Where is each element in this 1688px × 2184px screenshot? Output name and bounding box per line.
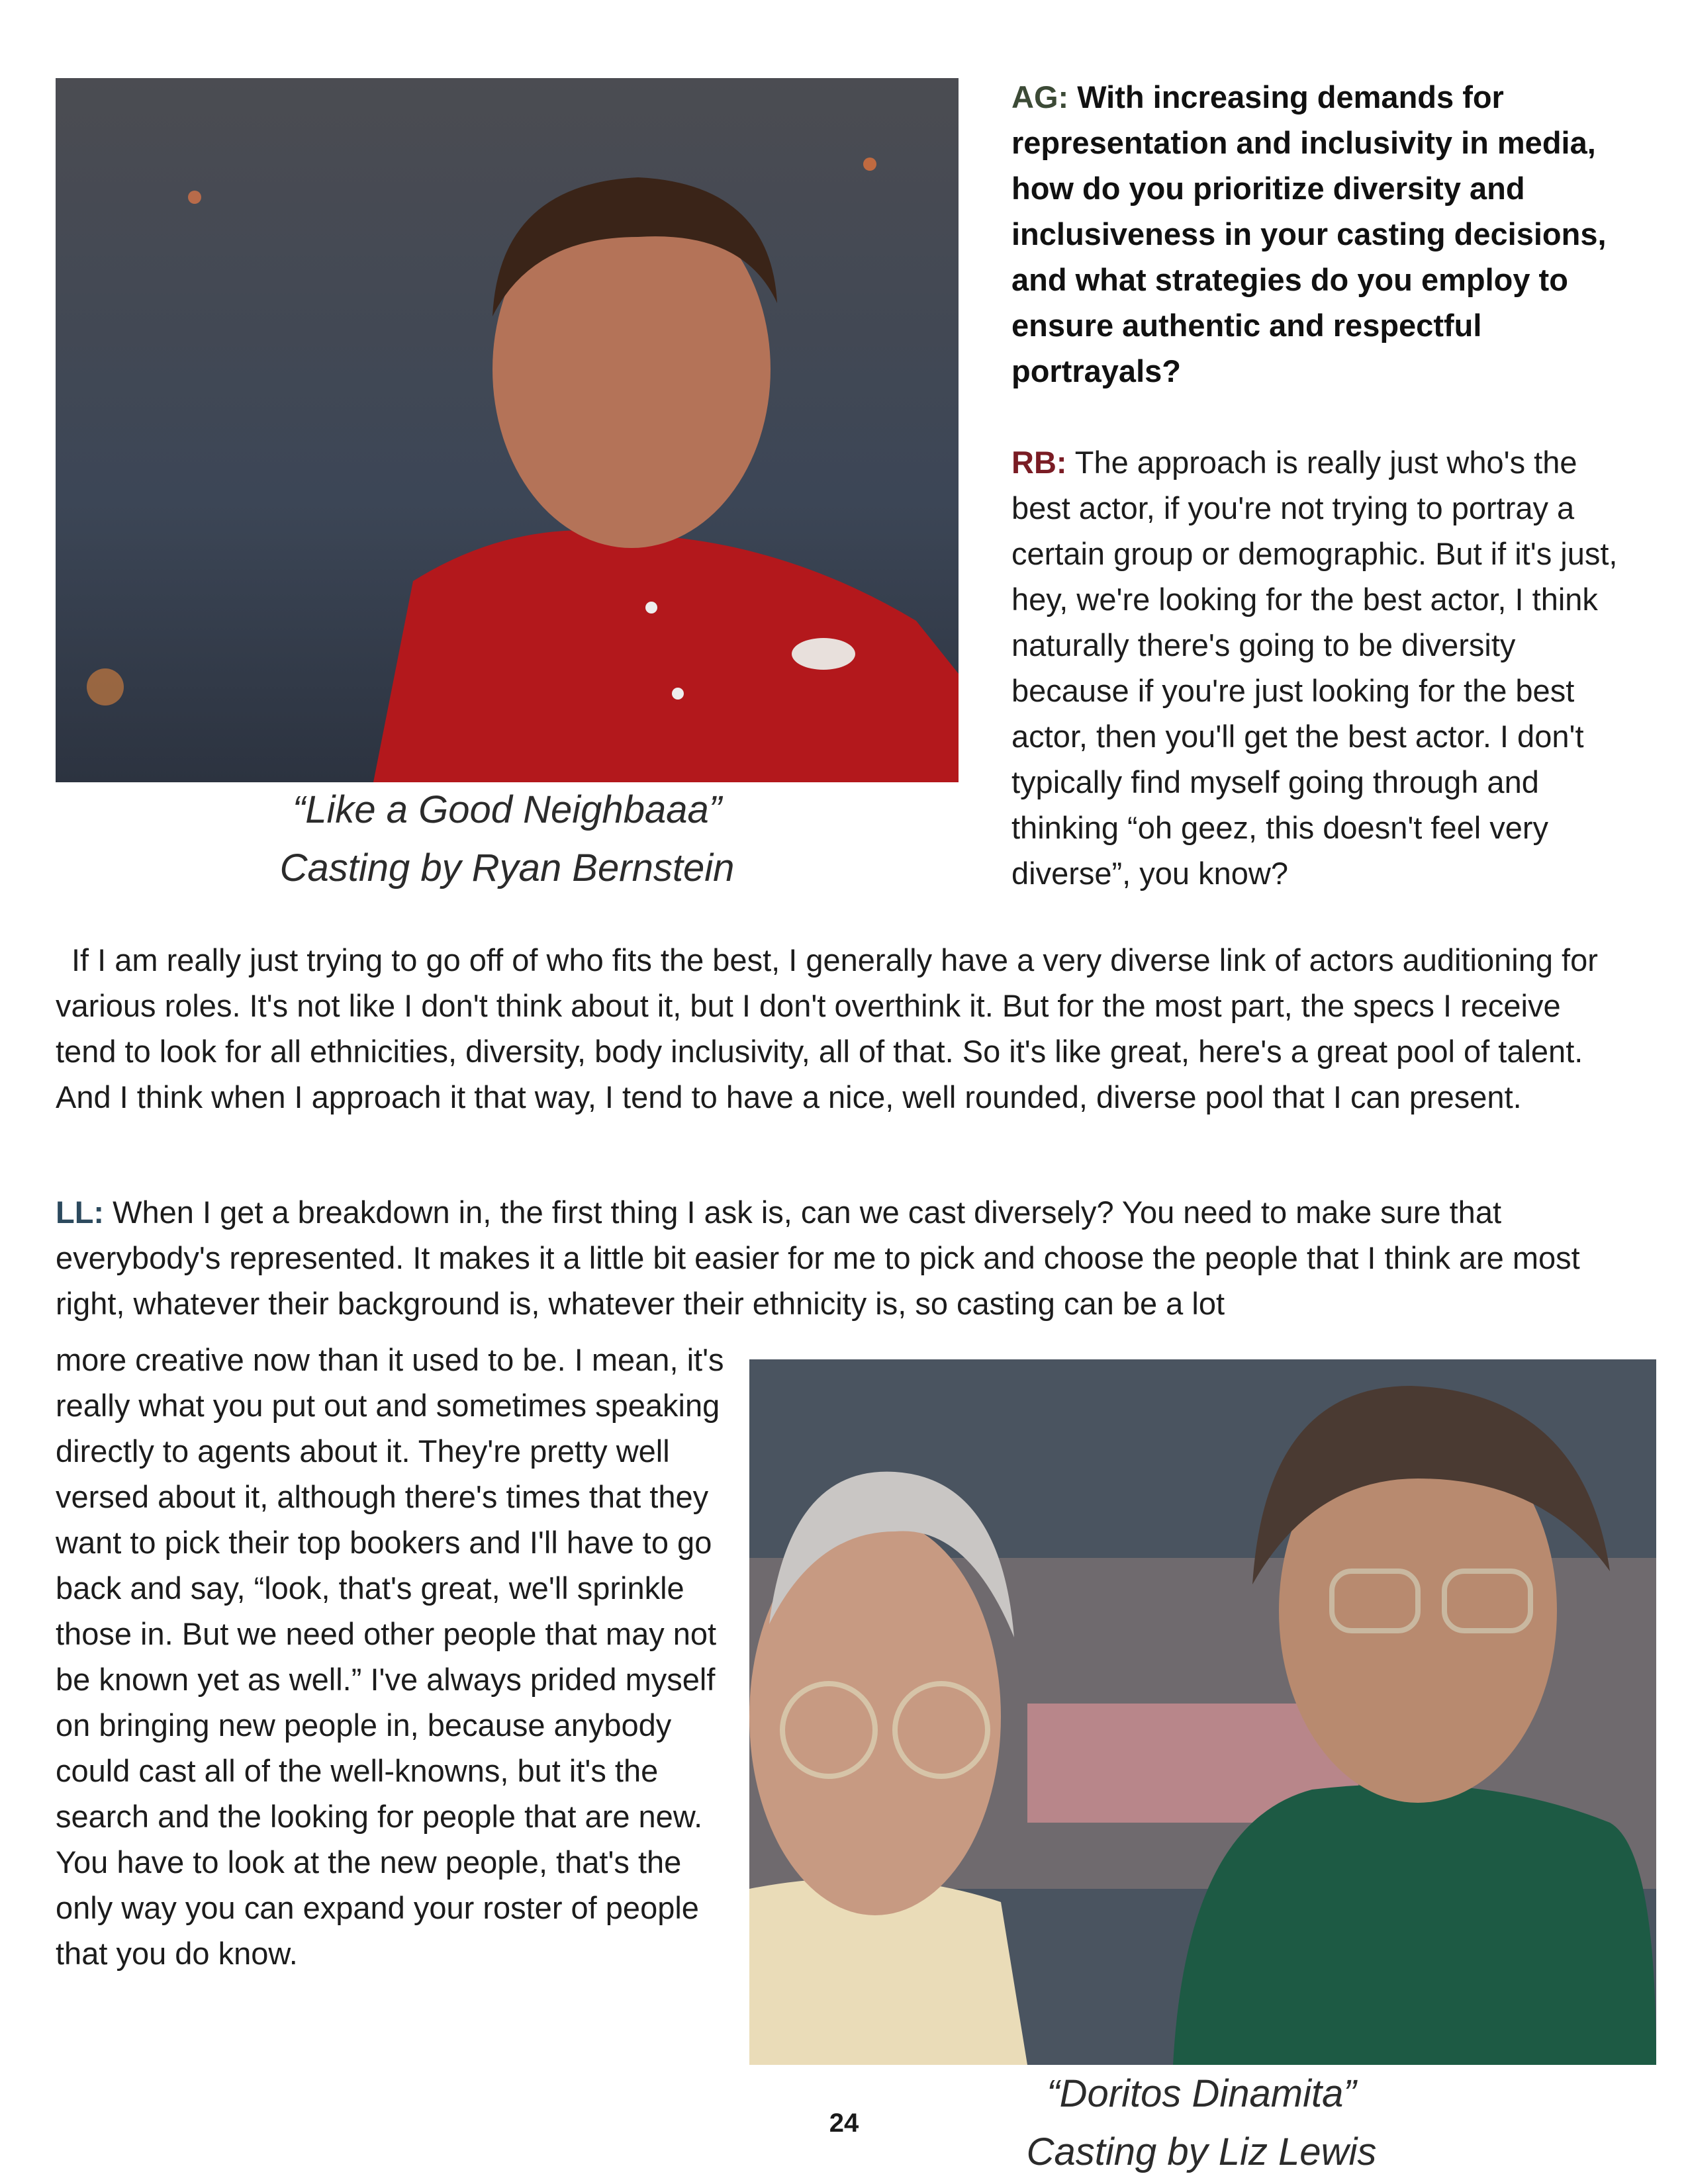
photo2-caption-title: “Doritos Dinamita” [1047,2072,1356,2115]
answer-ll [56,1189,1598,1326]
photo1-caption [56,781,959,897]
photo1-caption-credit: Casting by Ryan Bernstein [279,846,735,889]
answer-rb [1011,439,1627,896]
speaker-ll: LL: [56,1195,105,1230]
answer-rb-text: The approach is really just who's the best actor, if you're not trying to portray a certain group or demographic. But if it's just, hey, we're looking for the best actor, I think naturally there's going to be diversity because if you're just looking for the best actor, then you'll get the best actor. I don't typically find myself going through and thinking “oh geez, this doesn't feel very diverse”, you know? [1011,445,1618,891]
photo2-caption-credit: Casting by Liz Lewis [1026,2130,1377,2173]
page-number: 24 [829,2109,859,2138]
answer-ll-continuation: more creative now than it used to be. I mean, it's really what you put out and sometimes speaking directly to agents about it. They're pretty well versed about it, although there's times that they want to pick their top bookers and I'll have to go back and say, “look, that's great, we'll sprinkle those in. But we need other people that may not be known yet as well.” I've always prided myself on bringing new people in, because anybody could cast all of the well-knowns, but it's the search and the looking for people that are new. You have to look at the new people, that's the only way you can expand your roster of people that you do know. [56,1342,724,1971]
answer-rb-continuation: If I am really just trying to go off of who fits the best, I generally have a very diverse link of actors auditioning for various roles. It's not like I don't think about it, but I don't overthink it. But for the most part, the specs I receive tend to look for all ethnicities, diversity, body inclusivity, all of that. So it's like great, here's a great pool of talent. And I think when I approach it that way, I tend to have a nice, well rounded, diverse pool that I can present. [56,942,1598,1115]
question-text: With increasing demands for representation and inclusivity in media, how do you prioritize diversity and inclusiveness in your casting decisions, and what strategies do you employ to ensure authentic and respectful portrayals? [1011,79,1607,388]
photo-like-a-good-neighbaaa [56,78,959,782]
speaker-rb: RB: [1011,445,1067,480]
photo-doritos-dinamita [749,1359,1656,2065]
right-column [1011,74,1627,896]
answer-ll-text: When I get a breakdown in, the first thing I ask is, can we cast diversely? You need to make sure that everybody's represented. It makes it a little bit easier for me to pick and choose the people that I think are most right, whatever their background is, whatever their ethnicity is, so casting can be a lot [56,1195,1580,1321]
photo2-caption [900,2065,1503,2181]
question-ag [1011,74,1627,394]
speaker-ag: AG: [1011,79,1069,114]
photo1-caption-title: “Like a Good Neighbaaa” [292,788,722,831]
